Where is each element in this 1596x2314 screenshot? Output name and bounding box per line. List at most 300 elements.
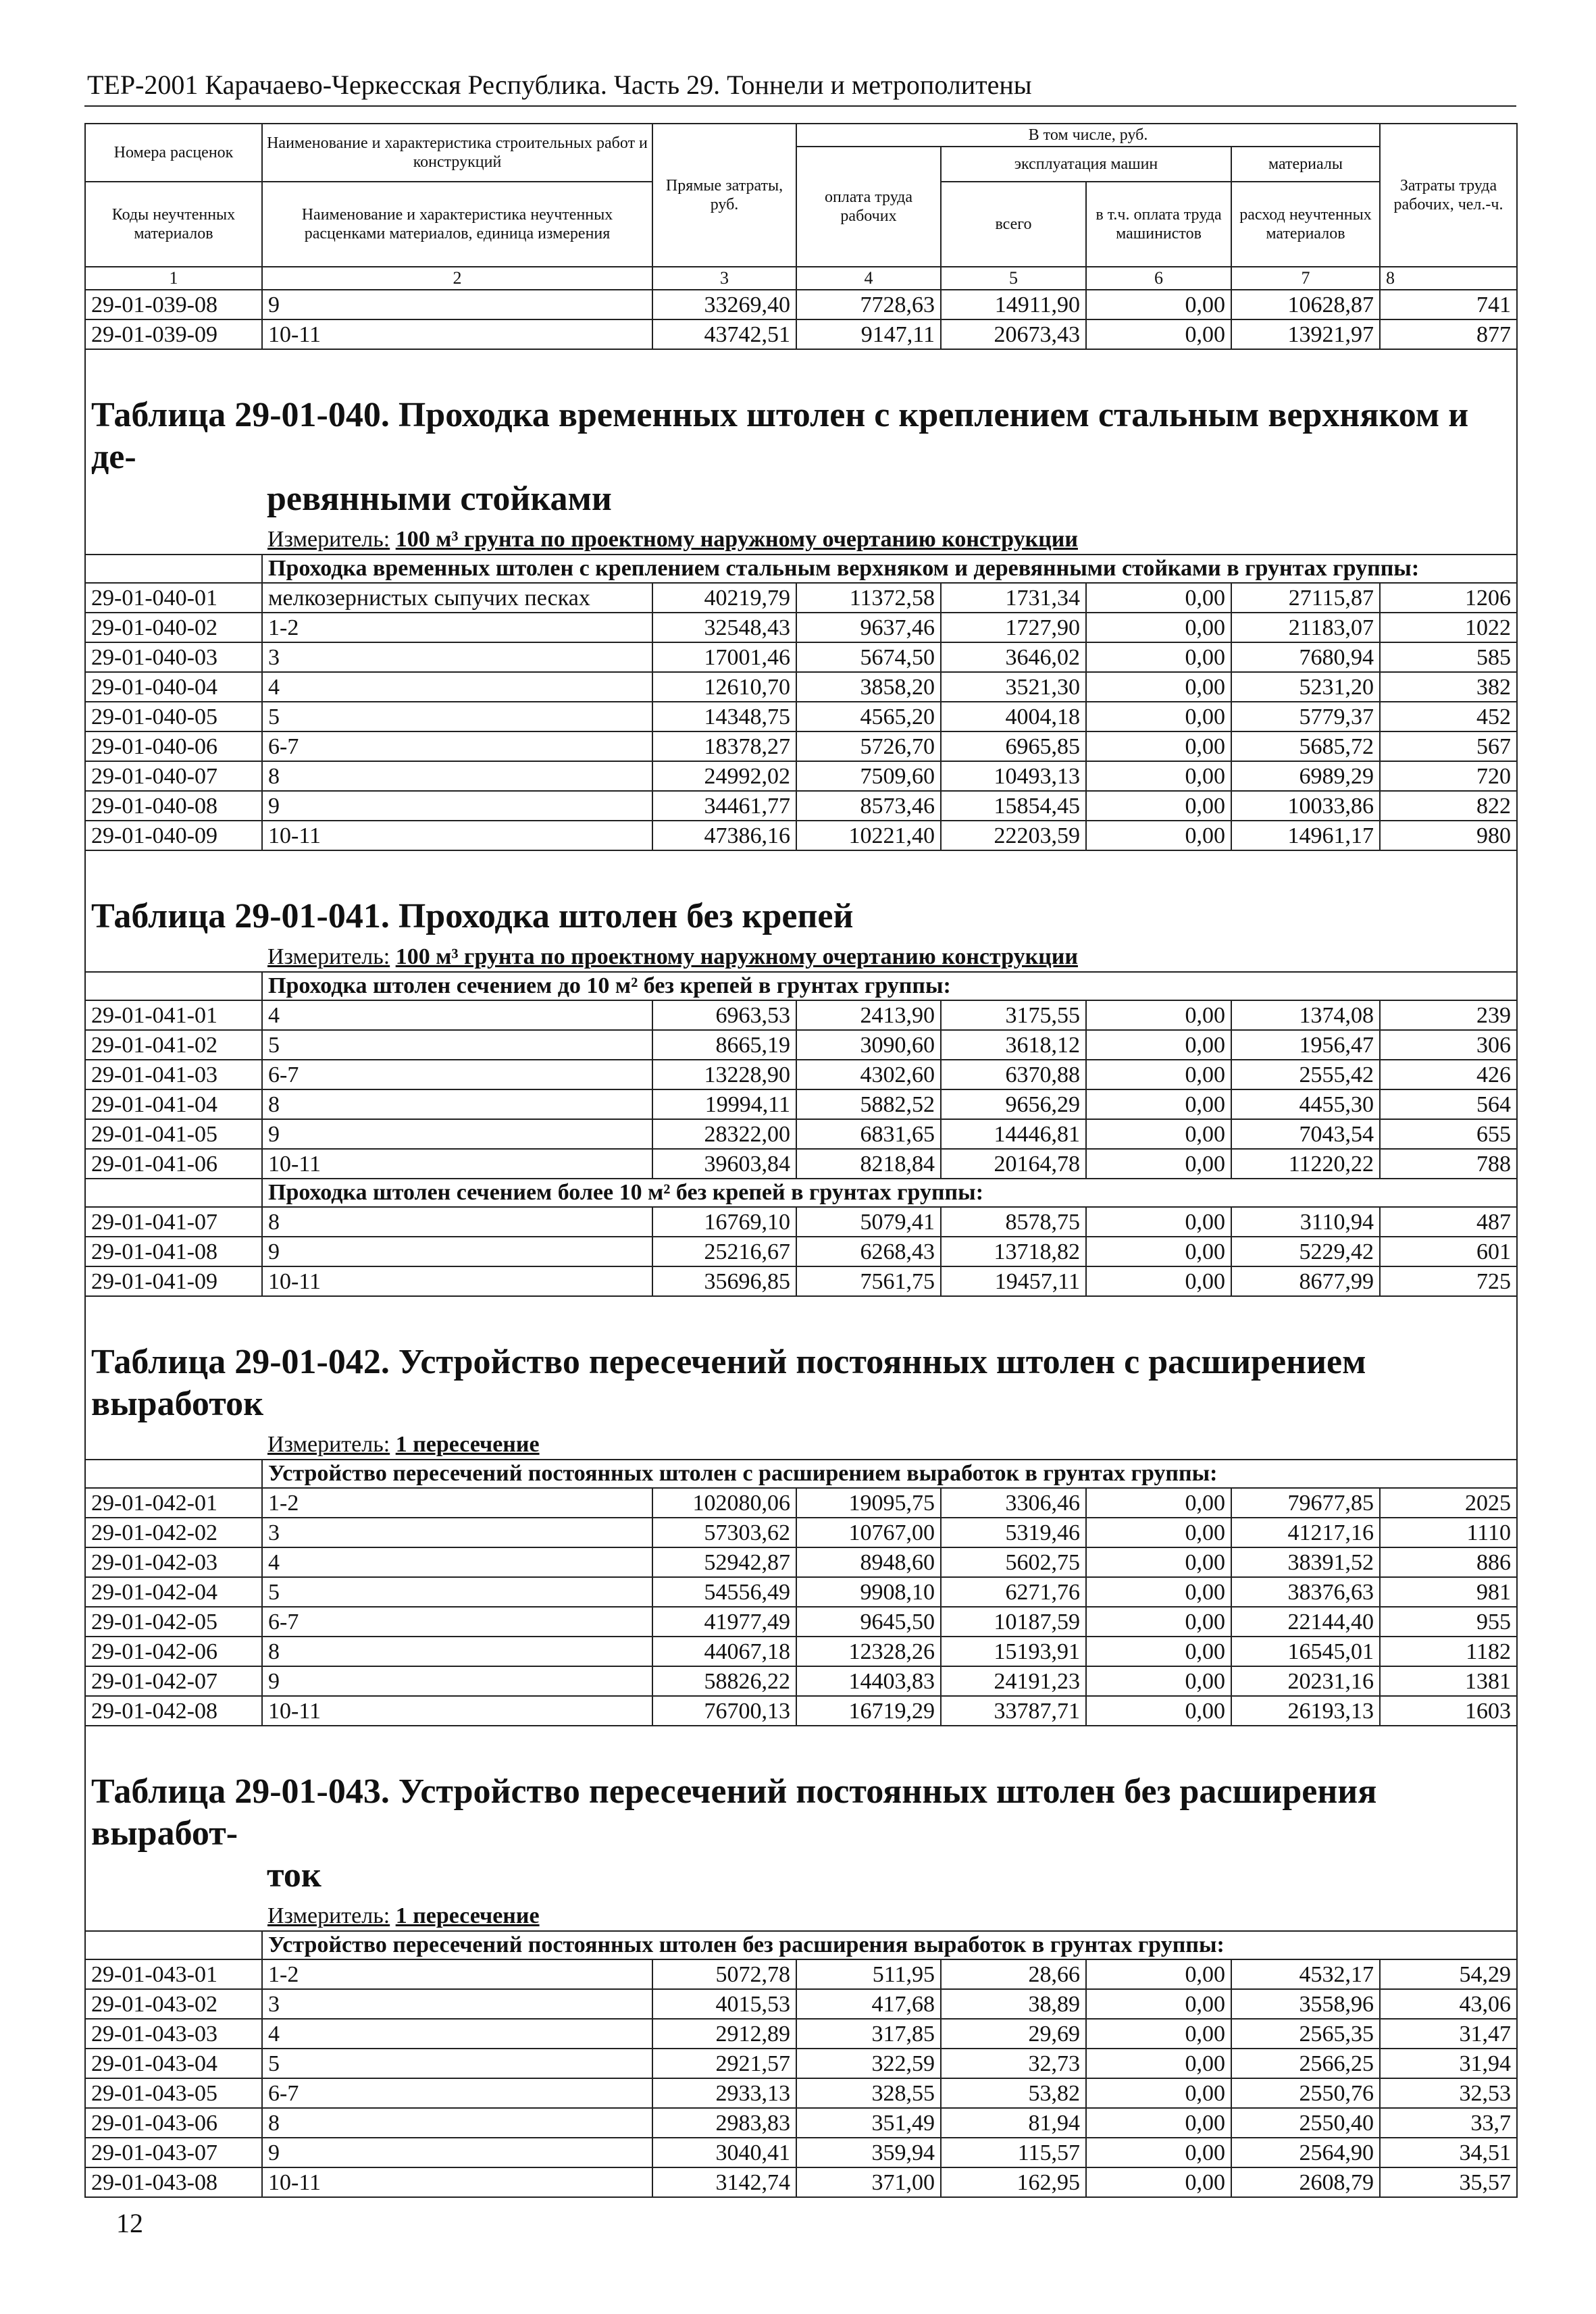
table-row — [85, 1666, 1517, 1696]
value-cell: 980 — [1380, 821, 1517, 850]
value-cell: 788 — [1380, 1149, 1517, 1179]
table-row — [85, 583, 1517, 613]
value-cell: 1603 — [1380, 1696, 1517, 1726]
value-cell: 9908,10 — [796, 1577, 941, 1607]
measure-row — [85, 1902, 1517, 1931]
section-title-row — [85, 1329, 1517, 1431]
table-row — [85, 1060, 1517, 1089]
value-cell: 20164,78 — [941, 1149, 1086, 1179]
value-cell: 33269,40 — [652, 290, 796, 319]
value-cell: 43,06 — [1380, 1989, 1517, 2019]
soil-group-cell: 10-11 — [262, 319, 652, 349]
value-cell: 0,00 — [1086, 1959, 1231, 1989]
table-row — [85, 731, 1517, 761]
value-cell: 2921,57 — [652, 2049, 796, 2078]
value-cell: 31,47 — [1380, 2019, 1517, 2049]
value-cell: 25216,67 — [652, 1237, 796, 1266]
table-row — [85, 290, 1517, 319]
value-cell: 0,00 — [1086, 2019, 1231, 2049]
table-row — [85, 702, 1517, 731]
measure-label: Измеритель: — [267, 1903, 390, 1928]
value-cell: 4532,17 — [1231, 1959, 1380, 1989]
header-machines-total: всего — [941, 182, 1086, 267]
rate-code-cell: 29-01-042-01 — [85, 1488, 262, 1518]
value-cell: 3618,12 — [941, 1030, 1086, 1060]
rate-code-cell: 29-01-040-01 — [85, 583, 262, 613]
value-cell: 12328,26 — [796, 1637, 941, 1666]
value-cell: 3142,74 — [652, 2167, 796, 2197]
value-cell: 487 — [1380, 1207, 1517, 1237]
soil-group-cell: 1-2 — [262, 613, 652, 642]
value-cell: 7561,75 — [796, 1266, 941, 1296]
value-cell: 43742,51 — [652, 319, 796, 349]
value-cell: 24191,23 — [941, 1666, 1086, 1696]
measure-row — [85, 525, 1517, 555]
value-cell: 0,00 — [1086, 1666, 1231, 1696]
value-cell: 1956,47 — [1231, 1030, 1380, 1060]
group-caption-row — [85, 1179, 1517, 1207]
rate-code-cell: 29-01-043-01 — [85, 1959, 262, 1989]
rate-code-cell: 29-01-041-04 — [85, 1089, 262, 1119]
section-title-continued: ревянными стойками — [267, 480, 612, 518]
value-cell: 9656,29 — [941, 1089, 1086, 1119]
rate-code-cell: 29-01-041-05 — [85, 1119, 262, 1149]
table-row — [85, 1696, 1517, 1726]
value-cell: 317,85 — [796, 2019, 941, 2049]
value-cell: 5779,37 — [1231, 702, 1380, 731]
measure-label: Измеритель: — [267, 1432, 390, 1457]
rate-code-cell: 29-01-043-02 — [85, 1989, 262, 2019]
soil-group-cell: 10-11 — [262, 1266, 652, 1296]
soil-group-cell: 4 — [262, 1547, 652, 1577]
value-cell: 34,51 — [1380, 2138, 1517, 2167]
group-caption: Устройство пересечений постоянных штолен с расширением выработок в грунтах группы: — [262, 1460, 1517, 1488]
table-row — [85, 1089, 1517, 1119]
rate-code-cell: 29-01-040-04 — [85, 672, 262, 702]
value-cell: 53,82 — [941, 2078, 1086, 2108]
value-cell: 0,00 — [1086, 761, 1231, 791]
soil-group-cell: 1-2 — [262, 1488, 652, 1518]
value-cell: 564 — [1380, 1089, 1517, 1119]
value-cell: 2025 — [1380, 1488, 1517, 1518]
rate-code-cell: 29-01-039-08 — [85, 290, 262, 319]
value-cell: 0,00 — [1086, 642, 1231, 672]
value-cell: 601 — [1380, 1237, 1517, 1266]
value-cell: 0,00 — [1086, 1518, 1231, 1547]
value-cell: 0,00 — [1086, 290, 1231, 319]
soil-group-cell: 4 — [262, 672, 652, 702]
value-cell: 2912,89 — [652, 2019, 796, 2049]
value-cell: 3521,30 — [941, 672, 1086, 702]
value-cell: 14446,81 — [941, 1119, 1086, 1149]
rate-code-cell: 29-01-040-08 — [85, 791, 262, 821]
group-caption: Проходка штолен сечением до 10 м² без крепей в грунтах группы: — [262, 972, 1517, 1000]
value-cell: 162,95 — [941, 2167, 1086, 2197]
rate-code-cell: 29-01-042-03 — [85, 1547, 262, 1577]
value-cell: 1727,90 — [941, 613, 1086, 642]
soil-group-cell: 9 — [262, 1666, 652, 1696]
value-cell: 28,66 — [941, 1959, 1086, 1989]
value-cell: 24992,02 — [652, 761, 796, 791]
value-cell: 5674,50 — [796, 642, 941, 672]
header-direct-costs: Прямые затраты, руб. — [652, 124, 796, 267]
value-cell: 4004,18 — [941, 702, 1086, 731]
column-number: 7 — [1231, 267, 1380, 290]
value-cell: 2550,40 — [1231, 2108, 1380, 2138]
rates-table — [84, 123, 1518, 2198]
value-cell: 3558,96 — [1231, 1989, 1380, 2019]
value-cell: 5726,70 — [796, 731, 941, 761]
rate-code-cell: 29-01-042-04 — [85, 1577, 262, 1607]
value-cell: 14348,75 — [652, 702, 796, 731]
header-rate-numbers: Номера расценок — [85, 124, 262, 182]
value-cell: 6831,65 — [796, 1119, 941, 1149]
header-worker-pay: оплата труда рабочих — [796, 147, 941, 267]
value-cell: 10493,13 — [941, 761, 1086, 791]
value-cell: 417,68 — [796, 1989, 941, 2019]
measure-value: 1 пересечение — [395, 1903, 540, 1928]
value-cell: 2564,90 — [1231, 2138, 1380, 2167]
rate-code-cell: 29-01-043-07 — [85, 2138, 262, 2167]
table-row — [85, 2138, 1517, 2167]
rate-code-cell: 29-01-043-04 — [85, 2049, 262, 2078]
value-cell: 26193,13 — [1231, 1696, 1380, 1726]
value-cell: 7680,94 — [1231, 642, 1380, 672]
value-cell: 27115,87 — [1231, 583, 1380, 613]
value-cell: 20673,43 — [941, 319, 1086, 349]
value-cell: 8578,75 — [941, 1207, 1086, 1237]
value-cell: 79677,85 — [1231, 1488, 1380, 1518]
table-row — [85, 2167, 1517, 2197]
value-cell: 102080,06 — [652, 1488, 796, 1518]
value-cell: 0,00 — [1086, 821, 1231, 850]
table-label: Таблица 29-01-043. — [91, 1772, 390, 1811]
table-row — [85, 672, 1517, 702]
value-cell: 4565,20 — [796, 702, 941, 731]
rate-code-cell: 29-01-040-02 — [85, 613, 262, 642]
value-cell: 9147,11 — [796, 319, 941, 349]
header-work-name: Наименование и характеристика строительных работ и конструкций — [262, 124, 652, 182]
value-cell: 2565,35 — [1231, 2019, 1380, 2049]
value-cell: 0,00 — [1086, 2167, 1231, 2197]
header-materials: материалы — [1231, 147, 1380, 182]
column-number: 4 — [796, 267, 941, 290]
value-cell: 29,69 — [941, 2019, 1086, 2049]
rate-code-cell: 29-01-040-07 — [85, 761, 262, 791]
measure-value: 100 м³ грунта по проектному наружному очертанию конструкции — [395, 944, 1078, 969]
value-cell: 17001,46 — [652, 642, 796, 672]
value-cell: 8948,60 — [796, 1547, 941, 1577]
value-cell: 5319,46 — [941, 1518, 1086, 1547]
rate-code-cell: 29-01-043-08 — [85, 2167, 262, 2197]
table-row — [85, 1266, 1517, 1296]
section-title-row — [85, 382, 1517, 525]
value-cell: 351,49 — [796, 2108, 941, 2138]
value-cell: 452 — [1380, 702, 1517, 731]
document-title: ТЕР-2001 Карачаево-Черкесская Республика. Часть 29. Тоннели и метрополитены — [84, 68, 1516, 107]
soil-group-cell: 10-11 — [262, 2167, 652, 2197]
value-cell: 1206 — [1380, 583, 1517, 613]
value-cell: 0,00 — [1086, 583, 1231, 613]
value-cell: 3090,60 — [796, 1030, 941, 1060]
header-material-use: расход неучтенных материалов — [1231, 182, 1380, 267]
page-number: 12 — [116, 2208, 143, 2238]
value-cell: 2555,42 — [1231, 1060, 1380, 1089]
value-cell: 585 — [1380, 642, 1517, 672]
soil-group-cell: 5 — [262, 1577, 652, 1607]
value-cell: 41217,16 — [1231, 1518, 1380, 1547]
soil-group-cell: 5 — [262, 2049, 652, 2078]
section-title: Устройство пересечений постоянных штолен с расширением выработок — [91, 1343, 1366, 1423]
value-cell: 5602,75 — [941, 1547, 1086, 1577]
value-cell: 822 — [1380, 791, 1517, 821]
value-cell: 3306,46 — [941, 1488, 1086, 1518]
rate-code-cell: 29-01-041-06 — [85, 1149, 262, 1179]
value-cell: 13921,97 — [1231, 319, 1380, 349]
value-cell: 0,00 — [1086, 1237, 1231, 1266]
soil-group-cell: 10-11 — [262, 821, 652, 850]
value-cell: 6965,85 — [941, 731, 1086, 761]
rate-code-cell: 29-01-040-03 — [85, 642, 262, 672]
value-cell: 328,55 — [796, 2078, 941, 2108]
value-cell: 1110 — [1380, 1518, 1517, 1547]
soil-group-cell: 8 — [262, 1207, 652, 1237]
value-cell: 5882,52 — [796, 1089, 941, 1119]
header-including: В том числе, руб. — [796, 124, 1380, 147]
value-cell: 5231,20 — [1231, 672, 1380, 702]
soil-group-cell: мелкозернистых сыпучих песках — [262, 583, 652, 613]
value-cell: 47386,16 — [652, 821, 796, 850]
value-cell: 5229,42 — [1231, 1237, 1380, 1266]
value-cell: 58826,22 — [652, 1666, 796, 1696]
rate-code-cell: 29-01-042-07 — [85, 1666, 262, 1696]
value-cell: 0,00 — [1086, 1089, 1231, 1119]
table-row — [85, 2049, 1517, 2078]
value-cell: 10628,87 — [1231, 290, 1380, 319]
value-cell: 382 — [1380, 672, 1517, 702]
rate-code-cell: 29-01-043-06 — [85, 2108, 262, 2138]
value-cell: 322,59 — [796, 2049, 941, 2078]
value-cell: 0,00 — [1086, 2078, 1231, 2108]
value-cell: 22203,59 — [941, 821, 1086, 850]
value-cell: 0,00 — [1086, 1547, 1231, 1577]
value-cell: 4015,53 — [652, 1989, 796, 2019]
column-numbers-row — [85, 267, 1517, 290]
value-cell: 2608,79 — [1231, 2167, 1380, 2197]
measure-row — [85, 943, 1517, 972]
value-cell: 720 — [1380, 761, 1517, 791]
group-caption-row — [85, 1931, 1517, 1959]
column-number: 3 — [652, 267, 796, 290]
value-cell: 2566,25 — [1231, 2049, 1380, 2078]
document-page — [84, 68, 1516, 2198]
column-number: 6 — [1086, 267, 1231, 290]
value-cell: 32548,43 — [652, 613, 796, 642]
value-cell: 7509,60 — [796, 761, 941, 791]
rate-code-cell: 29-01-041-07 — [85, 1207, 262, 1237]
group-caption: Устройство пересечений постоянных штолен без расширения выработок в грунтах группы: — [262, 1931, 1517, 1959]
value-cell: 371,00 — [796, 2167, 941, 2197]
table-row — [85, 791, 1517, 821]
soil-group-cell: 8 — [262, 761, 652, 791]
value-cell: 359,94 — [796, 2138, 941, 2167]
section-title: Проходка штолен без крепей — [398, 897, 854, 935]
value-cell: 877 — [1380, 319, 1517, 349]
soil-group-cell: 9 — [262, 791, 652, 821]
rate-code-cell: 29-01-042-02 — [85, 1518, 262, 1547]
value-cell: 0,00 — [1086, 672, 1231, 702]
value-cell: 52942,87 — [652, 1547, 796, 1577]
value-cell: 886 — [1380, 1547, 1517, 1577]
value-cell: 0,00 — [1086, 613, 1231, 642]
value-cell: 2933,13 — [652, 2078, 796, 2108]
value-cell: 4302,60 — [796, 1060, 941, 1089]
rate-code-cell: 29-01-040-06 — [85, 731, 262, 761]
value-cell: 2550,76 — [1231, 2078, 1380, 2108]
value-cell: 0,00 — [1086, 1149, 1231, 1179]
column-number: 2 — [262, 267, 652, 290]
value-cell: 0,00 — [1086, 1637, 1231, 1666]
value-cell: 3175,55 — [941, 1000, 1086, 1030]
soil-group-cell: 8 — [262, 2108, 652, 2138]
soil-group-cell: 4 — [262, 1000, 652, 1030]
value-cell: 0,00 — [1086, 1266, 1231, 1296]
value-cell: 955 — [1380, 1607, 1517, 1637]
value-cell: 9637,46 — [796, 613, 941, 642]
value-cell: 40219,79 — [652, 583, 796, 613]
value-cell: 38376,63 — [1231, 1577, 1380, 1607]
table-row — [85, 1488, 1517, 1518]
value-cell: 22144,40 — [1231, 1607, 1380, 1637]
rate-code-cell: 29-01-043-05 — [85, 2078, 262, 2108]
value-cell: 0,00 — [1086, 1119, 1231, 1149]
section-title-row — [85, 1759, 1517, 1902]
rate-code-cell: 29-01-041-09 — [85, 1266, 262, 1296]
value-cell: 13718,82 — [941, 1237, 1086, 1266]
table-row — [85, 761, 1517, 791]
value-cell: 10033,86 — [1231, 791, 1380, 821]
rate-code-cell: 29-01-042-06 — [85, 1637, 262, 1666]
value-cell: 33,7 — [1380, 2108, 1517, 2138]
value-cell: 1182 — [1380, 1637, 1517, 1666]
value-cell: 6271,76 — [941, 1577, 1086, 1607]
soil-group-cell: 1-2 — [262, 1959, 652, 1989]
value-cell: 28322,00 — [652, 1119, 796, 1149]
value-cell: 0,00 — [1086, 1989, 1231, 2019]
measure-label: Измеритель: — [267, 527, 390, 552]
table-row — [85, 1030, 1517, 1060]
value-cell: 14911,90 — [941, 290, 1086, 319]
value-cell: 8665,19 — [652, 1030, 796, 1060]
value-cell: 16769,10 — [652, 1207, 796, 1237]
measure-row — [85, 1431, 1517, 1460]
value-cell: 31,94 — [1380, 2049, 1517, 2078]
rate-code-cell: 29-01-041-08 — [85, 1237, 262, 1266]
value-cell: 16545,01 — [1231, 1637, 1380, 1666]
value-cell: 5685,72 — [1231, 731, 1380, 761]
value-cell: 21183,07 — [1231, 613, 1380, 642]
value-cell: 115,57 — [941, 2138, 1086, 2167]
value-cell: 35,57 — [1380, 2167, 1517, 2197]
header-machines: эксплуатация машин — [941, 147, 1231, 182]
table-row — [85, 1149, 1517, 1179]
soil-group-cell: 4 — [262, 2019, 652, 2049]
table-row — [85, 1518, 1517, 1547]
group-caption: Проходка временных штолен с креплением стальным верхняком и деревянными стойками в грунтах группы: — [262, 555, 1517, 583]
value-cell: 38,89 — [941, 1989, 1086, 2019]
soil-group-cell: 9 — [262, 2138, 652, 2167]
value-cell: 19095,75 — [796, 1488, 941, 1518]
soil-group-cell: 6-7 — [262, 731, 652, 761]
section-title-row — [85, 883, 1517, 943]
value-cell: 19457,11 — [941, 1266, 1086, 1296]
value-cell: 1374,08 — [1231, 1000, 1380, 1030]
value-cell: 13228,90 — [652, 1060, 796, 1089]
table-label: Таблица 29-01-040. — [91, 396, 390, 434]
value-cell: 6268,43 — [796, 1237, 941, 1266]
value-cell: 6963,53 — [652, 1000, 796, 1030]
header-labor: Затраты труда рабочих, чел.-ч. — [1380, 124, 1517, 267]
value-cell: 18378,27 — [652, 731, 796, 761]
value-cell: 567 — [1380, 731, 1517, 761]
value-cell: 8573,46 — [796, 791, 941, 821]
value-cell: 7728,63 — [796, 290, 941, 319]
value-cell: 0,00 — [1086, 2049, 1231, 2078]
section-title: Проходка временных штолен с креплением стальным верхняком и де- — [91, 396, 1469, 476]
group-caption-row — [85, 555, 1517, 583]
value-cell: 4455,30 — [1231, 1089, 1380, 1119]
table-row — [85, 1237, 1517, 1266]
value-cell: 0,00 — [1086, 702, 1231, 731]
table-row — [85, 1000, 1517, 1030]
soil-group-cell: 6-7 — [262, 1607, 652, 1637]
value-cell: 0,00 — [1086, 2108, 1231, 2138]
value-cell: 239 — [1380, 1000, 1517, 1030]
value-cell: 1381 — [1380, 1666, 1517, 1696]
value-cell: 6989,29 — [1231, 761, 1380, 791]
value-cell: 1731,34 — [941, 583, 1086, 613]
header-material-names: Наименование и характеристика неучтенных расценками материалов, единица измерения — [262, 182, 652, 267]
soil-group-cell: 9 — [262, 290, 652, 319]
value-cell: 44067,18 — [652, 1637, 796, 1666]
header-material-codes: Коды неучтенных материалов — [85, 182, 262, 267]
soil-group-cell: 3 — [262, 1518, 652, 1547]
soil-group-cell: 5 — [262, 702, 652, 731]
table-row — [85, 821, 1517, 850]
section-title: Устройство пересечений постоянных штолен без расширения выработ- — [91, 1772, 1377, 1853]
value-cell: 10767,00 — [796, 1518, 941, 1547]
column-number: 5 — [941, 267, 1086, 290]
value-cell: 57303,62 — [652, 1518, 796, 1547]
measure-value: 100 м³ грунта по проектному наружному очертанию конструкции — [395, 527, 1078, 552]
value-cell: 8218,84 — [796, 1149, 941, 1179]
rate-code-cell: 29-01-042-05 — [85, 1607, 262, 1637]
value-cell: 19994,11 — [652, 1089, 796, 1119]
soil-group-cell: 8 — [262, 1637, 652, 1666]
header-row-1 — [85, 124, 1517, 147]
value-cell: 32,73 — [941, 2049, 1086, 2078]
measure-label: Измеритель: — [267, 944, 390, 969]
value-cell: 0,00 — [1086, 791, 1231, 821]
value-cell: 16719,29 — [796, 1696, 941, 1726]
value-cell: 741 — [1380, 290, 1517, 319]
table-label: Таблица 29-01-041. — [91, 897, 390, 935]
value-cell: 11372,58 — [796, 583, 941, 613]
section-title-continued: ток — [267, 1856, 321, 1895]
table-row — [85, 1119, 1517, 1149]
table-row — [85, 613, 1517, 642]
value-cell: 3646,02 — [941, 642, 1086, 672]
